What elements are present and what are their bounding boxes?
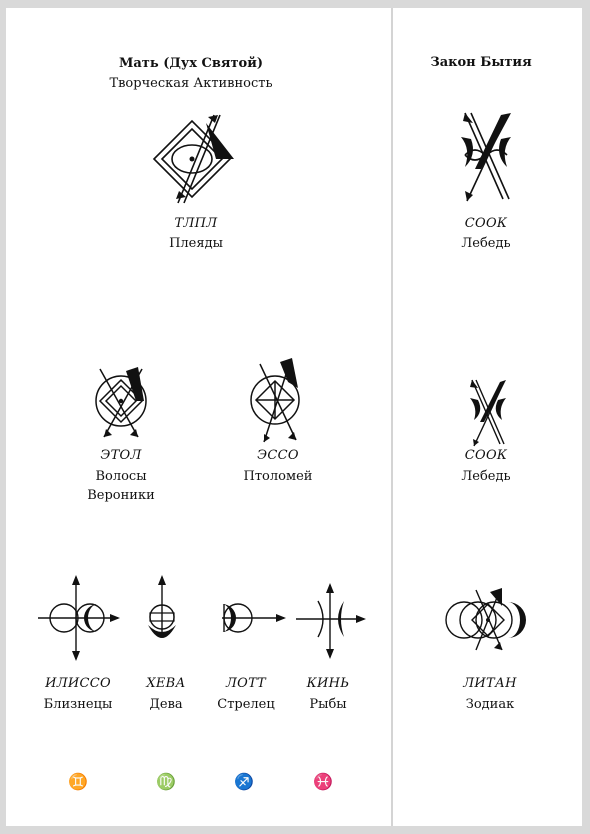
left-header-title: Мать (Дух Святой) xyxy=(118,56,264,71)
esso-symbol-icon xyxy=(242,358,312,444)
litan-code: ЛИТАН xyxy=(463,676,517,691)
left-header-subtitle: Творческая Активность xyxy=(109,76,273,91)
tlpl-code: ТЛПЛ xyxy=(174,216,218,231)
tlpl-symbol-icon xyxy=(146,111,246,207)
sook-1-name: Лебедь xyxy=(461,236,511,251)
kin-name: Рыбы xyxy=(309,697,347,712)
heva-name: Дева xyxy=(149,697,183,712)
tlpl-name: Плеяды xyxy=(169,236,223,251)
etol-name-line2: Вероники xyxy=(87,488,155,503)
sook-2-code: СООК xyxy=(464,448,508,463)
pisces-icon: ♓ xyxy=(313,772,333,791)
ilisso-symbol-icon xyxy=(36,573,120,663)
virgo-icon: ♍ xyxy=(156,772,176,791)
column-divider xyxy=(391,8,393,826)
ilisso-code: ИЛИССО xyxy=(45,676,111,691)
etol-name-line1: Волосы xyxy=(95,469,147,484)
litan-symbol-icon xyxy=(442,584,532,656)
sagittarius-icon: ♐ xyxy=(234,772,254,791)
gemini-icon: ♊ xyxy=(68,772,88,791)
sook-symbol-small-icon xyxy=(464,378,512,448)
esso-code: ЭССО xyxy=(257,448,299,463)
litan-name: Зодиак xyxy=(465,697,515,712)
etol-symbol-icon xyxy=(86,363,156,443)
right-header-title: Закон Бытия xyxy=(430,55,532,70)
lott-name: Стрелец xyxy=(217,697,275,712)
esso-name: Птоломей xyxy=(243,469,313,484)
heva-code: ХЕВА xyxy=(146,676,186,691)
kin-code: КИНЬ xyxy=(306,676,350,691)
lott-code: ЛОТТ xyxy=(225,676,267,691)
sook-symbol-icon xyxy=(451,109,521,205)
ilisso-name: Близнецы xyxy=(43,697,113,712)
sook-1-code: СООК xyxy=(464,216,508,231)
sook-2-name: Лебедь xyxy=(461,469,511,484)
lott-symbol-icon xyxy=(212,590,286,646)
kin-symbol-icon xyxy=(294,581,366,661)
etol-code: ЭТОЛ xyxy=(100,448,142,463)
heva-symbol-icon xyxy=(140,573,184,663)
page-sheet xyxy=(6,8,582,826)
